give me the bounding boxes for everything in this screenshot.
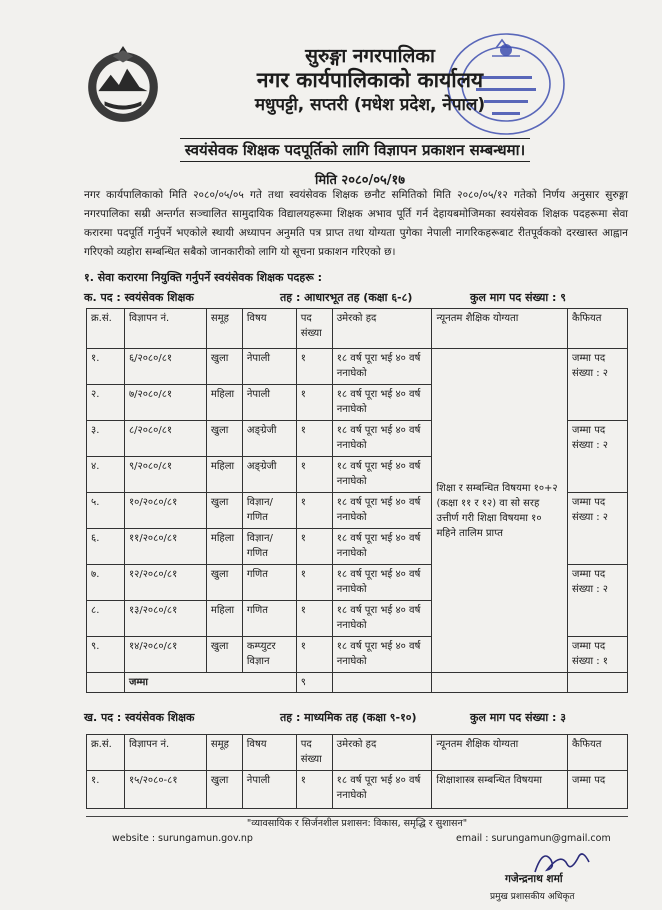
table-header: न्यूनतम शैक्षिक योग्यता xyxy=(432,735,568,771)
footer-website[interactable]: website : surungamun.gov.np xyxy=(112,833,253,844)
notice-subject: स्वयंसेवक शिक्षक पदपूर्तिको लागि विज्ञापन प्रकाशन सम्बन्धमा। xyxy=(180,138,530,162)
table-header: पद संख्या xyxy=(296,309,332,349)
group-cell: खुला xyxy=(206,771,242,809)
serial-cell: १. xyxy=(87,349,125,385)
qualification-cell: शिक्षाशास्त्र सम्बन्धित विषयमा xyxy=(432,771,568,809)
posts-cell: १ xyxy=(296,601,332,637)
table-row xyxy=(87,771,628,809)
remarks-cell: जम्मा पद संख्या : २ xyxy=(568,349,628,421)
serial-cell: ६. xyxy=(87,529,125,565)
posts-cell: १ xyxy=(296,493,332,529)
notice-paragraph: नगर कार्यपालिकाको मिति २०८०/०५/०५ गते तथा स्वयंसेवक शिक्षक छनौट समितिको मिति २०८०/०५/१२ गतेको निर्णय अनुसार सुरुङ्गा नगरपालिका सम्री अन्तर्गत सञ्चालित सामुदायिक विद्यालयहरूमा शिक्षक अभाव पूर्ति गर्न देहायबमोजिमका स्वयंसेवक शिक्षक पदहरूमा सेवा करारमा पदपूर्ति गर्नुपर्ने भएकोले स्थायी अध्यापन अनुमति पत्र प्राप्त तथा योग्यता पुगेका नेपाली नागरिकहरूबाट रीतपूर्वकको दरखास्त आह्वान गरिएको व्यहोरा सम्बन्धित सबैको जानकारीको लागि यो सूचना प्रकाशन गरिएको छ। xyxy=(84,189,628,258)
group-cell: महिला xyxy=(206,529,242,565)
serial-cell: १. xyxy=(87,771,125,809)
table-header: उमेरको हद xyxy=(332,309,432,349)
table-header: उमेरको हद xyxy=(332,735,432,771)
remarks-cell: जम्मा पद संख्या : २ xyxy=(568,565,628,637)
subject-cell: विज्ञान/ गणित xyxy=(242,493,296,529)
group-cell: महिला xyxy=(206,457,242,493)
remarks-cell: जम्मा पद संख्या : २ xyxy=(568,493,628,565)
posts-cell: १ xyxy=(296,529,332,565)
subject-cell: नेपाली xyxy=(242,771,296,809)
age-limit-cell: १८ वर्ष पूरा भई ४० वर्ष ननाघेको xyxy=(332,421,432,457)
section1-level: तह : आधारभूत तह (कक्षा ६-८) xyxy=(280,291,413,304)
group-cell: खुला xyxy=(206,349,242,385)
serial-cell: ९. xyxy=(87,637,125,673)
table-header: विषय xyxy=(242,309,296,349)
serial-cell: २. xyxy=(87,385,125,421)
table-header: समूह xyxy=(206,309,242,349)
municipality-name: सुरुङ्गा नगरपालिका xyxy=(305,45,435,67)
adv-number-cell: ९/२०८०/८१ xyxy=(124,457,206,493)
section2-level: तह : माध्यमिक तह (कक्षा ९-१०) xyxy=(280,711,417,724)
notice-date: मिति २०८०/०५/१७ xyxy=(314,173,406,188)
subject-cell: विज्ञान/ गणित xyxy=(242,529,296,565)
vacancy-table-basic xyxy=(86,308,628,693)
adv-number-cell: १४/२०८०/८१ xyxy=(124,637,206,673)
age-limit-cell: १८ वर्ष पूरा भई ४० वर्ष ननाघेको xyxy=(332,493,432,529)
group-cell: खुला xyxy=(206,421,242,457)
serial-cell: ८. xyxy=(87,601,125,637)
adv-number-cell: ७/२०८०/८१ xyxy=(124,385,206,421)
adv-number-cell: ६/२०८०/८१ xyxy=(124,349,206,385)
serial-cell: ७. xyxy=(87,565,125,601)
remarks-cell: जम्मा पद xyxy=(568,771,628,809)
qualification-cell: शिक्षा र सम्बन्धित विषयमा १०+२ (कक्षा ११ र १२) वा सो सरह उत्तीर्ण गरी शिक्षा विषयमा १० महिने तालिम प्राप्त xyxy=(432,349,568,673)
table-header: क्र.सं. xyxy=(87,735,125,771)
age-limit-cell: १८ वर्ष पूरा भई ४० वर्ष ननाघेको xyxy=(332,529,432,565)
table-header: न्यूनतम शैक्षिक योग्यता xyxy=(432,309,568,349)
posts-cell: १ xyxy=(296,349,332,385)
office-address: मधुपट्टी, सप्तरी (मधेश प्रदेश, नेपाल) xyxy=(254,95,486,115)
subject-cell: अङ्ग्रेजी xyxy=(242,457,296,493)
footer-email[interactable]: email : surungamun@gmail.com xyxy=(456,833,611,844)
table-header: विज्ञापन नं. xyxy=(124,309,206,349)
remarks-cell: जम्मा पद संख्या : १ xyxy=(568,637,628,673)
age-limit-cell: १८ वर्ष पूरा भई ४० वर्ष ननाघेको xyxy=(332,349,432,385)
posts-cell: १ xyxy=(296,637,332,673)
total-value: ९ xyxy=(296,673,332,693)
group-cell: महिला xyxy=(206,385,242,421)
posts-cell: १ xyxy=(296,385,332,421)
adv-number-cell: १०/२०८०/८१ xyxy=(124,493,206,529)
table-header: पद संख्या xyxy=(296,735,332,771)
age-limit-cell: १८ वर्ष पूरा भई ४० वर्ष ननाघेको xyxy=(332,385,432,421)
age-limit-cell: १८ वर्ष पूरा भई ४० वर्ष ननाघेको xyxy=(332,637,432,673)
adv-number-cell: १५/२०८०-८१ xyxy=(124,771,206,809)
table-header: क्र.सं. xyxy=(87,309,125,349)
total-label: जम्मा xyxy=(124,673,296,693)
table-row xyxy=(87,349,628,385)
table-header: कैफियत xyxy=(568,735,628,771)
table-header: विषय xyxy=(242,735,296,771)
signatory-name: गजेन्द्रनाथ शर्मा xyxy=(505,873,563,885)
subject-cell: नेपाली xyxy=(242,349,296,385)
age-limit-cell: १८ वर्ष पूरा भई ४० वर्ष ननाघेको xyxy=(332,565,432,601)
subject-cell: नेपाली xyxy=(242,385,296,421)
age-limit-cell: १८ वर्ष पूरा भई ४० वर्ष ननाघेको xyxy=(332,457,432,493)
group-cell: खुला xyxy=(206,493,242,529)
subject-cell: अङ्ग्रेजी xyxy=(242,421,296,457)
signatory-designation: प्रमुख प्रशासकीय अधिकृत xyxy=(490,892,575,902)
serial-cell: ५. xyxy=(87,493,125,529)
age-limit-cell: १८ वर्ष पूरा भई ४० वर्ष ननाघेको xyxy=(332,771,432,809)
footer-motto: "व्यावसायिक र सिर्जनशील प्रशासन: विकास, समृद्धि र सुशासन" xyxy=(246,818,468,829)
posts-cell: १ xyxy=(296,565,332,601)
group-cell: खुला xyxy=(206,565,242,601)
section1-post: क. पद : स्वयंसेवक शिक्षक xyxy=(84,291,194,304)
adv-number-cell: ११/२०८०/८१ xyxy=(124,529,206,565)
posts-cell: १ xyxy=(296,457,332,493)
section1-heading: १. सेवा करारमा नियुक्ति गर्नुपर्ने स्वयंसेवक शिक्षक पदहरू : xyxy=(84,271,322,284)
section2-total: कुल माग पद संख्या : ३ xyxy=(470,711,566,724)
table-header: समूह xyxy=(206,735,242,771)
posts-cell: १ xyxy=(296,421,332,457)
table-header: कैफियत xyxy=(568,309,628,349)
total-row xyxy=(87,673,628,693)
age-limit-cell: १८ वर्ष पूरा भई ४० वर्ष ननाघेको xyxy=(332,601,432,637)
adv-number-cell: ८/२०८०/८१ xyxy=(124,421,206,457)
subject-cell: गणित xyxy=(242,601,296,637)
section2-post: ख. पद : स्वयंसेवक शिक्षक xyxy=(84,711,195,724)
posts-cell: १ xyxy=(296,771,332,809)
vacancy-table-secondary xyxy=(86,734,628,809)
adv-number-cell: १३/२०८०/८१ xyxy=(124,601,206,637)
section1-total: कुल माग पद संख्या : ९ xyxy=(470,291,566,304)
remarks-cell: जम्मा पद संख्या : २ xyxy=(568,421,628,493)
adv-number-cell: १२/२०८०/८१ xyxy=(124,565,206,601)
subject-cell: गणित xyxy=(242,565,296,601)
table-header: विज्ञापन नं. xyxy=(124,735,206,771)
group-cell: खुला xyxy=(206,637,242,673)
group-cell: महिला xyxy=(206,601,242,637)
office-name: नगर कार्यपालिकाको कार्यालय xyxy=(256,68,484,92)
serial-cell: ३. xyxy=(87,421,125,457)
subject-cell: कम्प्युटर विज्ञान xyxy=(242,637,296,673)
serial-cell: ४. xyxy=(87,457,125,493)
